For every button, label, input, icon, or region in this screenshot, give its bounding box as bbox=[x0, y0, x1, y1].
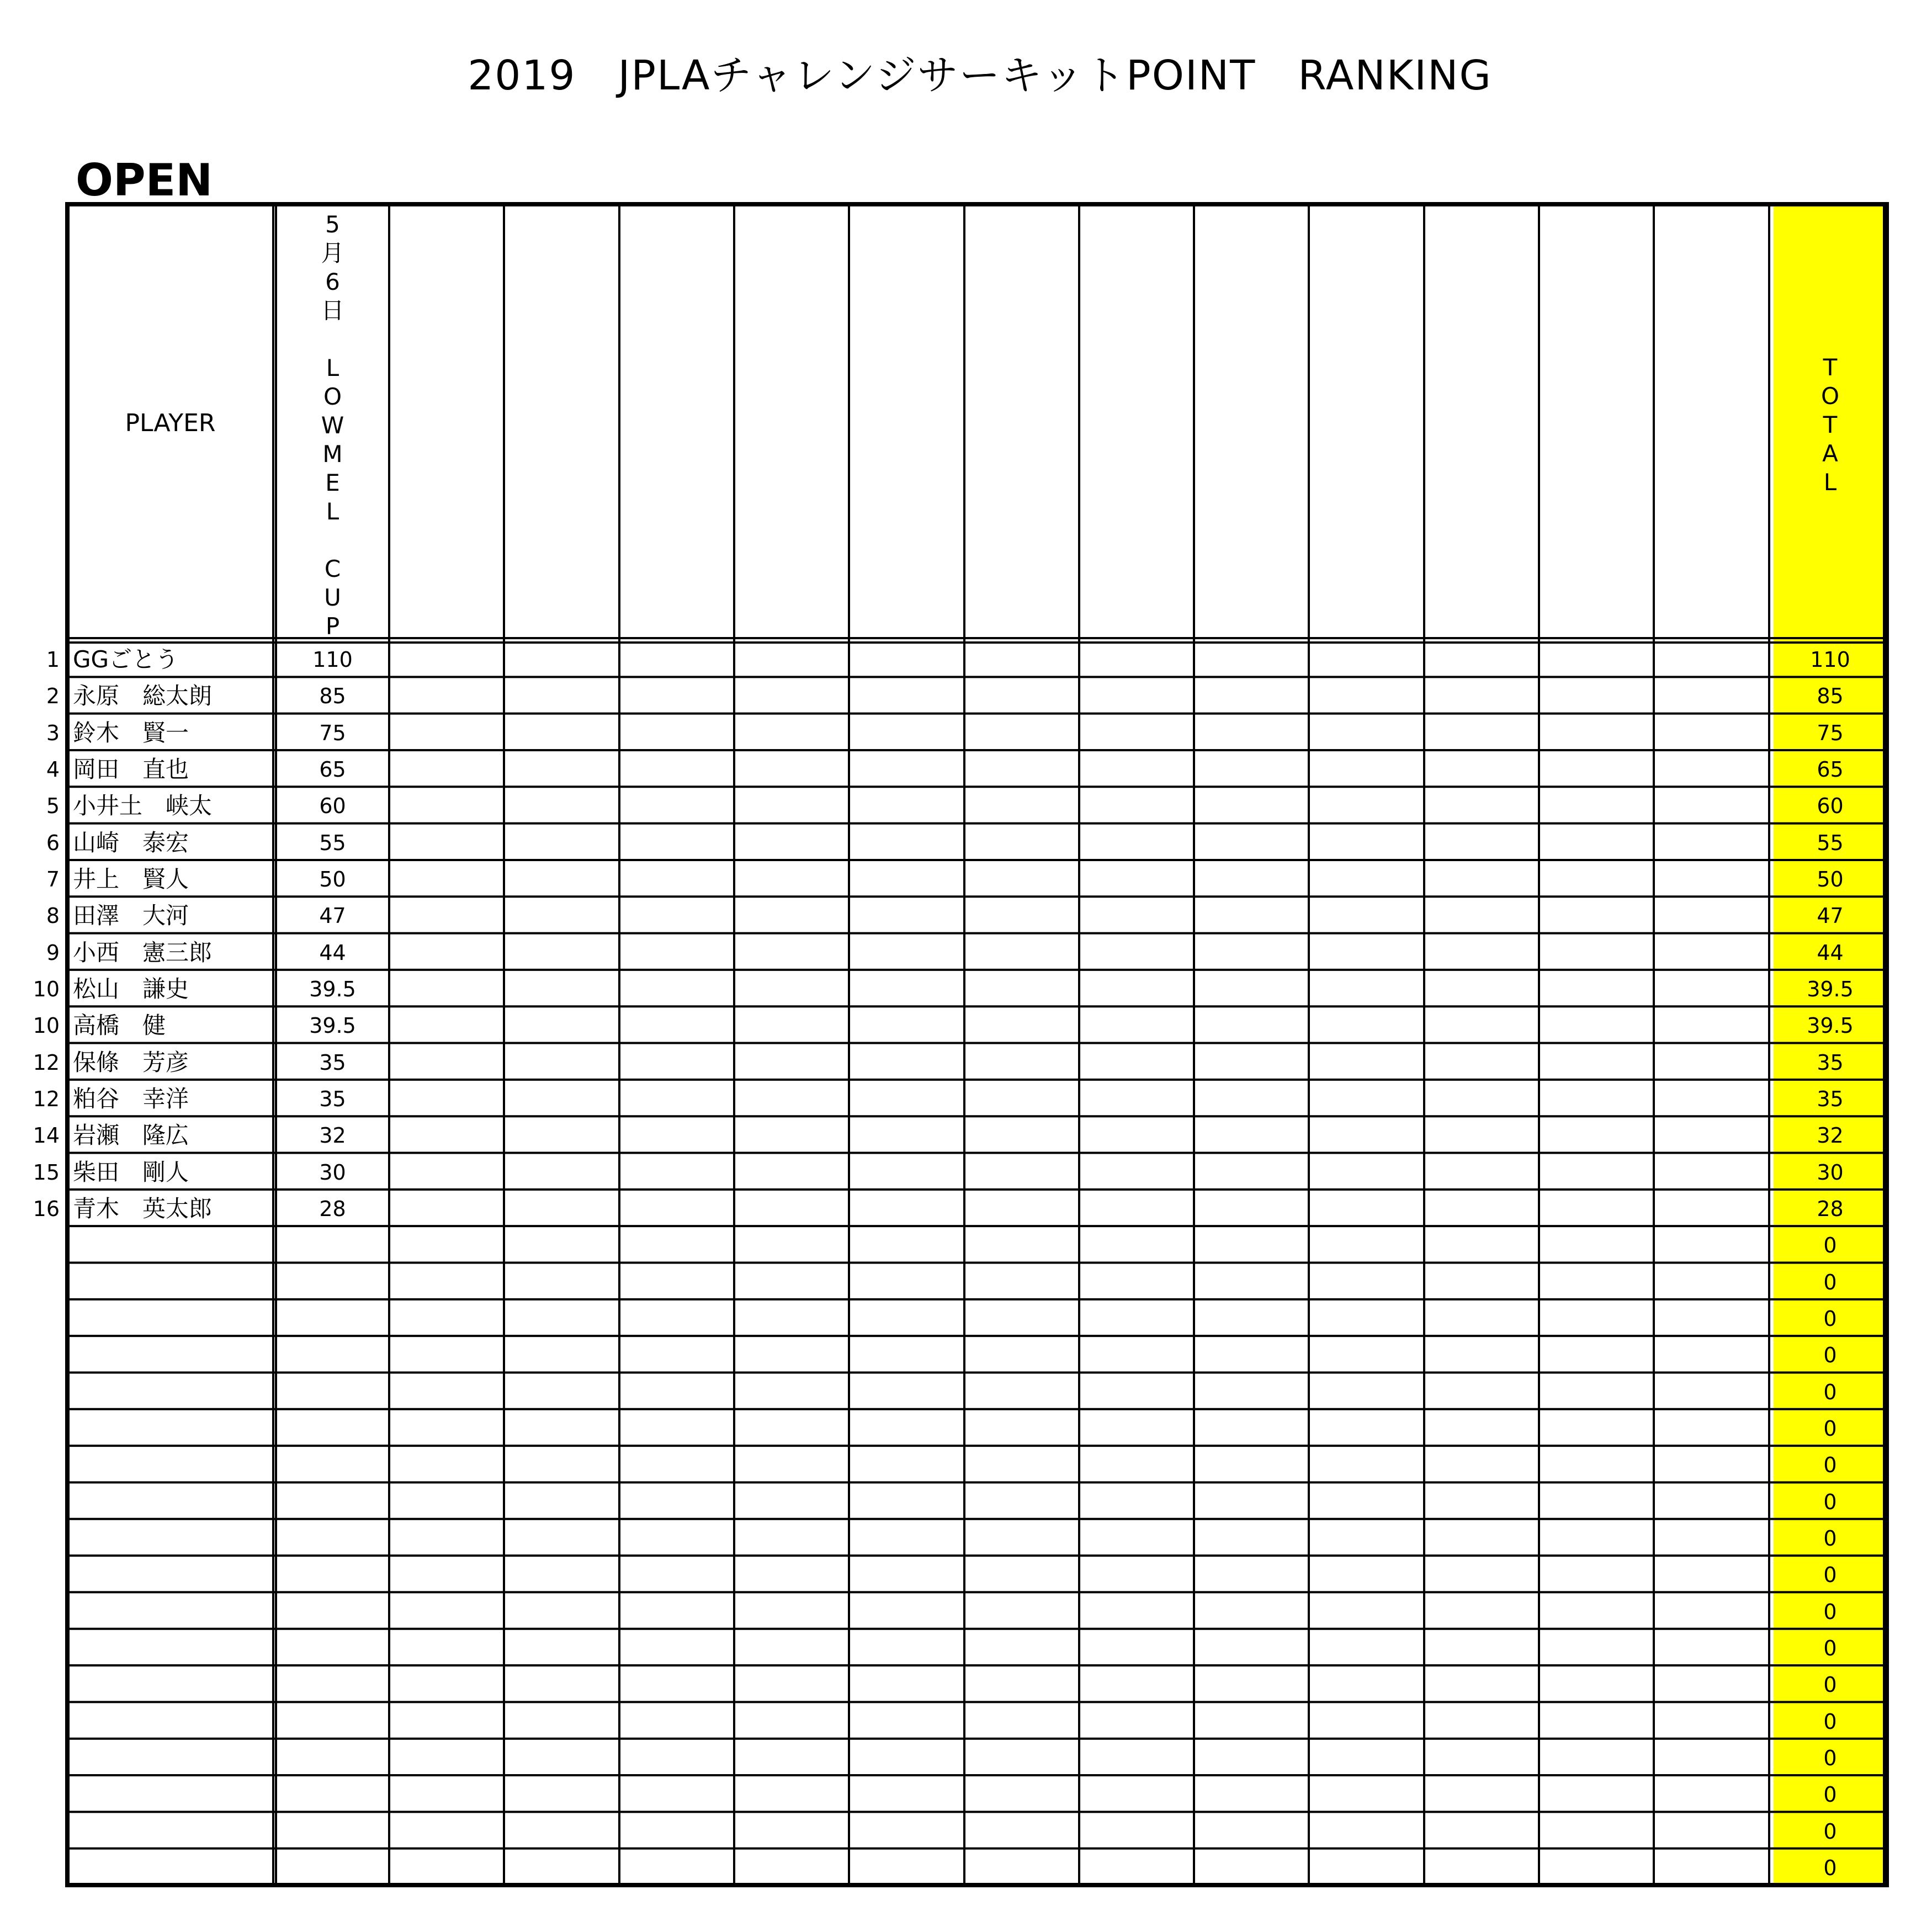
total-points: 60 bbox=[1817, 794, 1844, 819]
player-name: 田澤 大河 bbox=[73, 902, 189, 930]
player-name: 小西 憲三郎 bbox=[73, 938, 213, 966]
event-points: 110 bbox=[312, 647, 353, 672]
total-points: 0 bbox=[1823, 1599, 1837, 1624]
total-points: 0 bbox=[1823, 1343, 1837, 1368]
total-points: 47 bbox=[1817, 904, 1844, 928]
rank-number: 9 bbox=[46, 940, 60, 965]
page-title: 2019 JPLAチャレンジサーキットPOINT RANKING bbox=[468, 52, 1492, 99]
total-points: 28 bbox=[1817, 1197, 1844, 1221]
total-points: 0 bbox=[1823, 1563, 1837, 1588]
total-points: 65 bbox=[1817, 757, 1844, 782]
rank-number: 15 bbox=[33, 1160, 60, 1185]
total-points: 50 bbox=[1817, 867, 1844, 892]
total-points: 0 bbox=[1823, 1416, 1837, 1441]
total-points: 35 bbox=[1817, 1087, 1844, 1112]
total-points: 35 bbox=[1817, 1050, 1844, 1075]
player-name: 鈴木 賢一 bbox=[73, 719, 189, 746]
player-column-header: PLAYER bbox=[125, 409, 216, 437]
event-points: 39.5 bbox=[309, 977, 356, 1002]
event-points: 75 bbox=[319, 720, 346, 745]
event-points: 50 bbox=[319, 867, 346, 892]
event-points: 35 bbox=[319, 1087, 346, 1112]
rank-number: 1 bbox=[46, 647, 60, 672]
player-name: 岡田 直也 bbox=[73, 756, 189, 783]
event-points: 32 bbox=[319, 1123, 346, 1148]
total-points: 55 bbox=[1817, 830, 1844, 855]
total-points: 39.5 bbox=[1807, 1013, 1854, 1038]
player-name: 松山 謙史 bbox=[73, 975, 189, 1003]
total-points: 0 bbox=[1823, 1745, 1837, 1770]
player-name: 小井土 峡太 bbox=[73, 792, 213, 820]
total-points: 0 bbox=[1823, 1489, 1837, 1514]
event-points: 39.5 bbox=[309, 1013, 356, 1038]
rank-number: 2 bbox=[46, 684, 60, 709]
player-name: GGごとう bbox=[73, 646, 179, 673]
player-name: 高橋 健 bbox=[73, 1012, 166, 1039]
event-points: 65 bbox=[319, 757, 346, 782]
total-points: 0 bbox=[1823, 1233, 1837, 1258]
rank-number: 12 bbox=[33, 1050, 60, 1075]
rank-number: 4 bbox=[46, 757, 60, 782]
total-points: 85 bbox=[1817, 684, 1844, 709]
player-name: 永原 総太朗 bbox=[73, 682, 213, 710]
total-points: 0 bbox=[1823, 1526, 1837, 1551]
rank-number: 7 bbox=[46, 867, 60, 892]
total-points: 39.5 bbox=[1807, 977, 1854, 1002]
total-points: 30 bbox=[1817, 1160, 1844, 1185]
total-column-header: T O T A L bbox=[1820, 354, 1840, 496]
event-column-header: 5 月 6 日 L O W M E L C U P bbox=[321, 211, 344, 640]
rank-number: 14 bbox=[33, 1123, 60, 1148]
rank-number: 16 bbox=[33, 1197, 60, 1221]
player-name: 岩瀬 隆広 bbox=[73, 1122, 189, 1149]
total-points: 0 bbox=[1823, 1673, 1837, 1697]
rank-number: 8 bbox=[46, 904, 60, 928]
player-name: 青木 英太郎 bbox=[73, 1195, 213, 1222]
rank-number: 5 bbox=[46, 794, 60, 819]
player-name: 井上 賢人 bbox=[73, 866, 189, 893]
total-points: 44 bbox=[1817, 940, 1844, 965]
player-name: 粕谷 幸洋 bbox=[73, 1085, 189, 1113]
division-label: OPEN bbox=[76, 155, 213, 206]
event-points: 28 bbox=[319, 1197, 346, 1221]
event-points: 60 bbox=[319, 794, 346, 819]
total-points: 75 bbox=[1817, 720, 1844, 745]
event-points: 30 bbox=[319, 1160, 346, 1185]
total-points: 0 bbox=[1823, 1379, 1837, 1404]
total-points: 0 bbox=[1823, 1306, 1837, 1331]
total-points: 0 bbox=[1823, 1270, 1837, 1294]
player-name: 柴田 剛人 bbox=[73, 1158, 189, 1186]
total-points: 32 bbox=[1817, 1123, 1844, 1148]
total-points: 110 bbox=[1810, 647, 1850, 672]
total-points: 0 bbox=[1823, 1782, 1837, 1807]
total-points: 0 bbox=[1823, 1636, 1837, 1660]
player-name: 山崎 泰宏 bbox=[73, 829, 189, 856]
event-points: 55 bbox=[319, 830, 346, 855]
total-points: 0 bbox=[1823, 1819, 1837, 1844]
rank-number: 6 bbox=[46, 830, 60, 855]
total-points: 0 bbox=[1823, 1453, 1837, 1478]
total-points: 0 bbox=[1823, 1709, 1837, 1734]
rank-number: 3 bbox=[46, 720, 60, 745]
rank-number: 10 bbox=[33, 1013, 60, 1038]
event-points: 85 bbox=[319, 684, 346, 709]
event-points: 44 bbox=[319, 940, 346, 965]
rank-number: 12 bbox=[33, 1087, 60, 1112]
player-name: 保條 芳彦 bbox=[73, 1048, 189, 1076]
total-points: 0 bbox=[1823, 1855, 1837, 1880]
event-points: 47 bbox=[319, 904, 346, 928]
event-points: 35 bbox=[319, 1050, 346, 1075]
rank-number: 10 bbox=[33, 977, 60, 1002]
